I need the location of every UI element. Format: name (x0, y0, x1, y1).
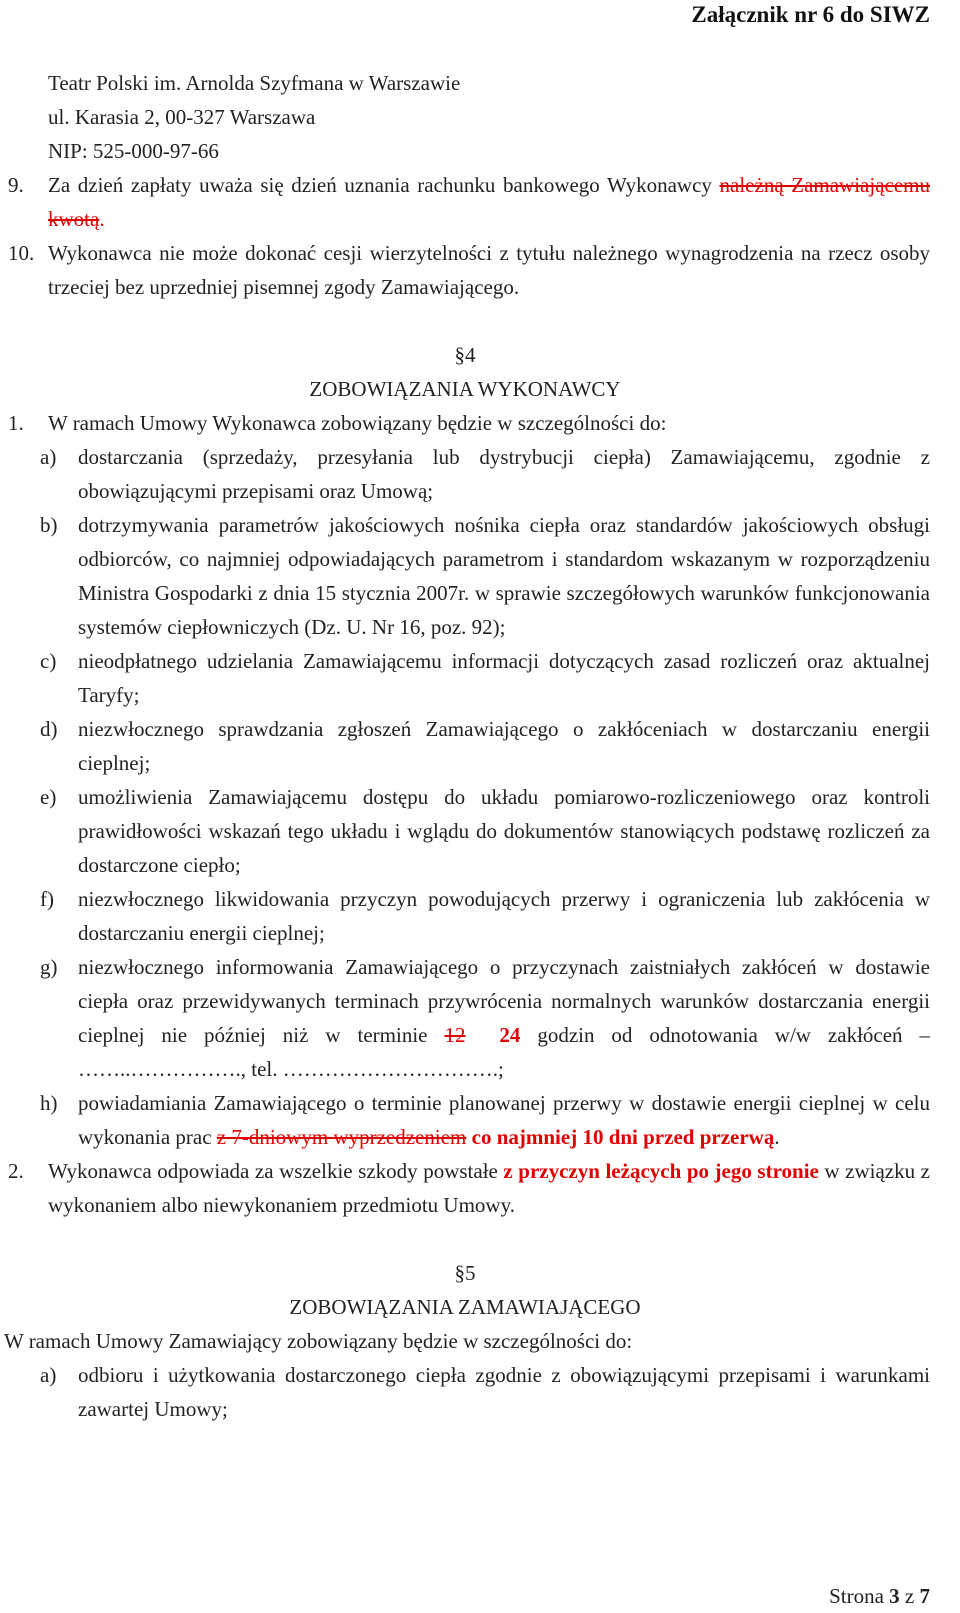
list-item-d (0, 712, 960, 780)
document-body (0, 66, 960, 1426)
item-label: f) (40, 887, 54, 911)
paragraph-end: . (99, 207, 105, 231)
item-label: h) (40, 1091, 58, 1115)
item-text: powiadamiania Zamawiającego o terminie planowanej przerwy w dostawie energii cieplnej w celu wykonania prac (78, 1091, 930, 1149)
item-label: e) (40, 785, 57, 809)
item-text: odbioru i użytkowania dostarczonego ciepła zgodnie z obowiązującymi przepisami i warunkami zawartej Umowy; (78, 1363, 930, 1421)
paragraph-9 (0, 168, 960, 236)
inserted-text: 24 (499, 1023, 521, 1047)
paragraph-text: Wykonawca nie może dokonać cesji wierzytelności z tytułu należnego wynagrodzenia na rzecz osoby trzeciej bez uprzedniej pisemnej zgody Zamawiającego. (48, 241, 930, 299)
struck-text: należną Zamawiającemu kwotą (48, 173, 930, 231)
section-4-mark: §4 (454, 343, 476, 367)
item-text: niezwłocznego sprawdzania zgłoszeń Zamawiającego o zakłóceniach w dostarczaniu energii cieplnej; (78, 717, 930, 775)
list-item-a (0, 1358, 960, 1426)
paragraph-text: Za dzień zapłaty uważa się dzień uznania rachunku bankowego Wykonawcy (48, 173, 720, 197)
page-footer (829, 1584, 930, 1609)
item-label: d) (40, 717, 58, 741)
item-label: a) (40, 1363, 57, 1387)
item-text: dostarczania (sprzedaży, przesyłania lub dystrybucji ciepła) Zamawiającemu, zgodnie z obowiązującymi przepisami oraz Umową; (78, 445, 930, 503)
section-4-title: ZOBOWIĄZANIA WYKONAWCY (309, 377, 621, 401)
struck-text: 12 (444, 1023, 466, 1047)
item-label: b) (40, 513, 58, 537)
paragraph-number: 1. (8, 411, 24, 435)
section-4-point-2 (0, 1154, 960, 1222)
section-5-mark: §5 (454, 1261, 476, 1285)
item-text: niezwłocznego likwidowania przyczyn powodujących przerwy i ograniczenia lub zakłócenia w dostarczaniu energii cieplnej; (78, 887, 930, 945)
item-label: c) (40, 649, 57, 673)
inserted-text: z przyczyn leżących po jego stronie (503, 1159, 819, 1183)
item-label: g) (40, 955, 58, 979)
address-line-1: Teatr Polski im. Arnolda Szyfmana w Warszawie (48, 71, 461, 95)
section-5-title: ZOBOWIĄZANIA ZAMAWIAJĄCEGO (289, 1295, 641, 1319)
paragraph-text: W ramach Umowy Wykonawca zobowiązany będzie w szczególności do: (48, 411, 667, 435)
list-item-c (0, 644, 960, 712)
item-text: niezwłocznego informowania Zamawiającego o przyczynach zaistniałych zakłóceń w dostawie ciepła oraz przewidywanych terminach przywrócenia normalnych warunków dostarczania energii cieplnej nie później niż w terminie (78, 955, 930, 1047)
paragraph-number: 2. (8, 1159, 24, 1183)
struck-text: z 7-dniowym wyprzedzeniem (216, 1125, 467, 1149)
address-line-3: NIP: 525-000-97-66 (48, 139, 219, 163)
inserted-text: co najmniej 10 dni przed przerwą (466, 1125, 775, 1149)
list-item-g (0, 950, 960, 1086)
footer-prefix: Strona (829, 1584, 890, 1608)
total-pages: 7 (919, 1584, 930, 1608)
item-text: umożliwienia Zamawiającemu dostępu do układu pomiarowo-rozliczeniowego oraz kontroli prawidłowości wskazań tego układu i wglądu do dokumentów stanowiących podstawę rozliczeń za dostarczone ciepło; (78, 785, 930, 877)
address-line-2: ul. Karasia 2, 00-327 Warszawa (48, 105, 316, 129)
paragraph-10 (0, 236, 960, 304)
paragraph-text: Wykonawca odpowiada za wszelkie szkody powstałe (48, 1159, 504, 1183)
current-page: 3 (889, 1584, 900, 1608)
paragraph-number: 9. (8, 173, 24, 197)
list-item-e (0, 780, 960, 882)
list-item-h (0, 1086, 960, 1154)
paragraph-text-continued: w związku z wykonaniem albo niewykonaniem przedmiotu Umowy. (48, 1159, 930, 1217)
item-text: dotrzymywania parametrów jakościowych nośnika ciepła oraz standardów jakościowych obsługi odbiorców, co najmniej odpowiadających parametrom i standardom wskazanym w rozporządzeniu Ministra Gospodarki z dnia 15 stycznia 2007r. w sprawie szczegółowych warunków funkcjonowania systemów ciepłowniczych (Dz. U. Nr 16, poz. 92); (78, 513, 930, 639)
item-text: nieodpłatnego udzielania Zamawiającemu informacji dotyczących zasad rozliczeń oraz aktualnej Taryfy; (78, 649, 930, 707)
section-5-intro: W ramach Umowy Zamawiający zobowiązany będzie w szczególności do: (4, 1329, 633, 1353)
section-4-point-1 (0, 406, 960, 440)
item-label: a) (40, 445, 57, 469)
list-item-f (0, 882, 960, 950)
footer-mid: z (899, 1584, 920, 1608)
list-item-b (0, 508, 960, 644)
item-end: . (774, 1125, 780, 1149)
item-text-continued: godzin od odnotowania w/w zakłóceń – ……..……………., tel. ………………………….; (78, 1023, 930, 1081)
list-item-a (0, 440, 960, 508)
paragraph-number: 10. (8, 241, 35, 265)
attachment-header: Załącznik nr 6 do SIWZ (691, 2, 930, 27)
